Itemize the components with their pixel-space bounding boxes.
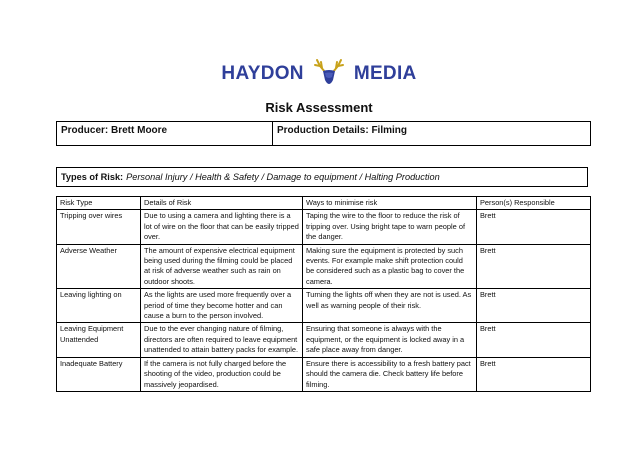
column-header-details: Details of Risk: [141, 197, 303, 210]
column-header-risk-type: Risk Type: [57, 197, 141, 210]
document-title: Risk Assessment: [265, 100, 373, 115]
risk-ways-cell: Ensuring that someone is always with the equipment, or the equipment is locked away in a safe place away from danger.: [303, 323, 477, 357]
risk-ways-cell: Ensure there is accessibility to a fresh battery pact should the camera die. Check battery life before filming.: [303, 357, 477, 391]
logo-right-word: MEDIA: [353, 63, 417, 84]
producer-info-row: [57, 122, 591, 146]
risk-details-cell: As the lights are used more frequently over a period of time they become hotter and can cause a burn to the person involved.: [141, 289, 303, 323]
risk-person-cell: Brett: [477, 357, 591, 391]
risk-type-cell: Adverse Weather: [57, 244, 141, 289]
risk-ways-cell: Making sure the equipment is protected by such events. For example make shift protection could be considered such as a plastic bag to cover the camera.: [303, 244, 477, 289]
risk-type-cell: Leaving Equipment Unattended: [57, 323, 141, 357]
column-header-person: Person(s) Responsible: [477, 197, 591, 210]
risk-details-cell: If the camera is not fully charged before the shooting of the video, production could be massively jeopardised.: [141, 357, 303, 391]
types-of-risk-value: Personal Injury / Health & Safety / Damage to equipment / Halting Production: [126, 172, 440, 182]
types-of-risk-label: Types of Risk:: [61, 172, 124, 182]
risk-ways-cell: Turning the lights off when they are not is used. As well as warning people of their risk.: [303, 289, 477, 323]
table-row: [57, 289, 591, 323]
risk-person-cell: Brett: [477, 323, 591, 357]
risk-type-cell: Inadequate Battery: [57, 357, 141, 391]
table-row: [57, 357, 591, 391]
risk-type-cell: Leaving lighting on: [57, 289, 141, 323]
risk-ways-cell: Taping the wire to the floor to reduce the risk of tripping over. Using bright tape to warn people of the danger.: [303, 210, 477, 244]
logo-left-word: HAYDON: [221, 63, 304, 84]
table-row: [57, 210, 591, 244]
haydon-media-logo: [0, 58, 638, 90]
risk-person-cell: Brett: [477, 289, 591, 323]
producer-info-table: [56, 121, 591, 146]
producer-cell: Producer: Brett Moore: [57, 122, 273, 146]
risk-details-cell: Due to the ever changing nature of filming, directors are often required to leave equipment unattended to attain battery packs for example.: [141, 323, 303, 357]
table-row: [57, 323, 591, 357]
risk-person-cell: Brett: [477, 210, 591, 244]
risk-details-cell: Due to using a camera and lighting there is a lot of wire on the floor that can be easily tripped over.: [141, 210, 303, 244]
risk-type-cell: Tripping over wires: [57, 210, 141, 244]
production-details-cell: Production Details: Filming: [273, 122, 591, 146]
types-of-risk-box: [56, 167, 588, 187]
stag-head-icon: [312, 58, 346, 90]
risk-table: [56, 196, 591, 392]
risk-person-cell: Brett: [477, 244, 591, 289]
table-row: [57, 244, 591, 289]
risk-details-cell: The amount of expensive electrical equipment being used during the filming could be placed at risk of adverse weather such as rain on outdoor shoots.: [141, 244, 303, 289]
column-header-ways: Ways to minimise risk: [303, 197, 477, 210]
risk-table-header-row: [57, 197, 591, 210]
